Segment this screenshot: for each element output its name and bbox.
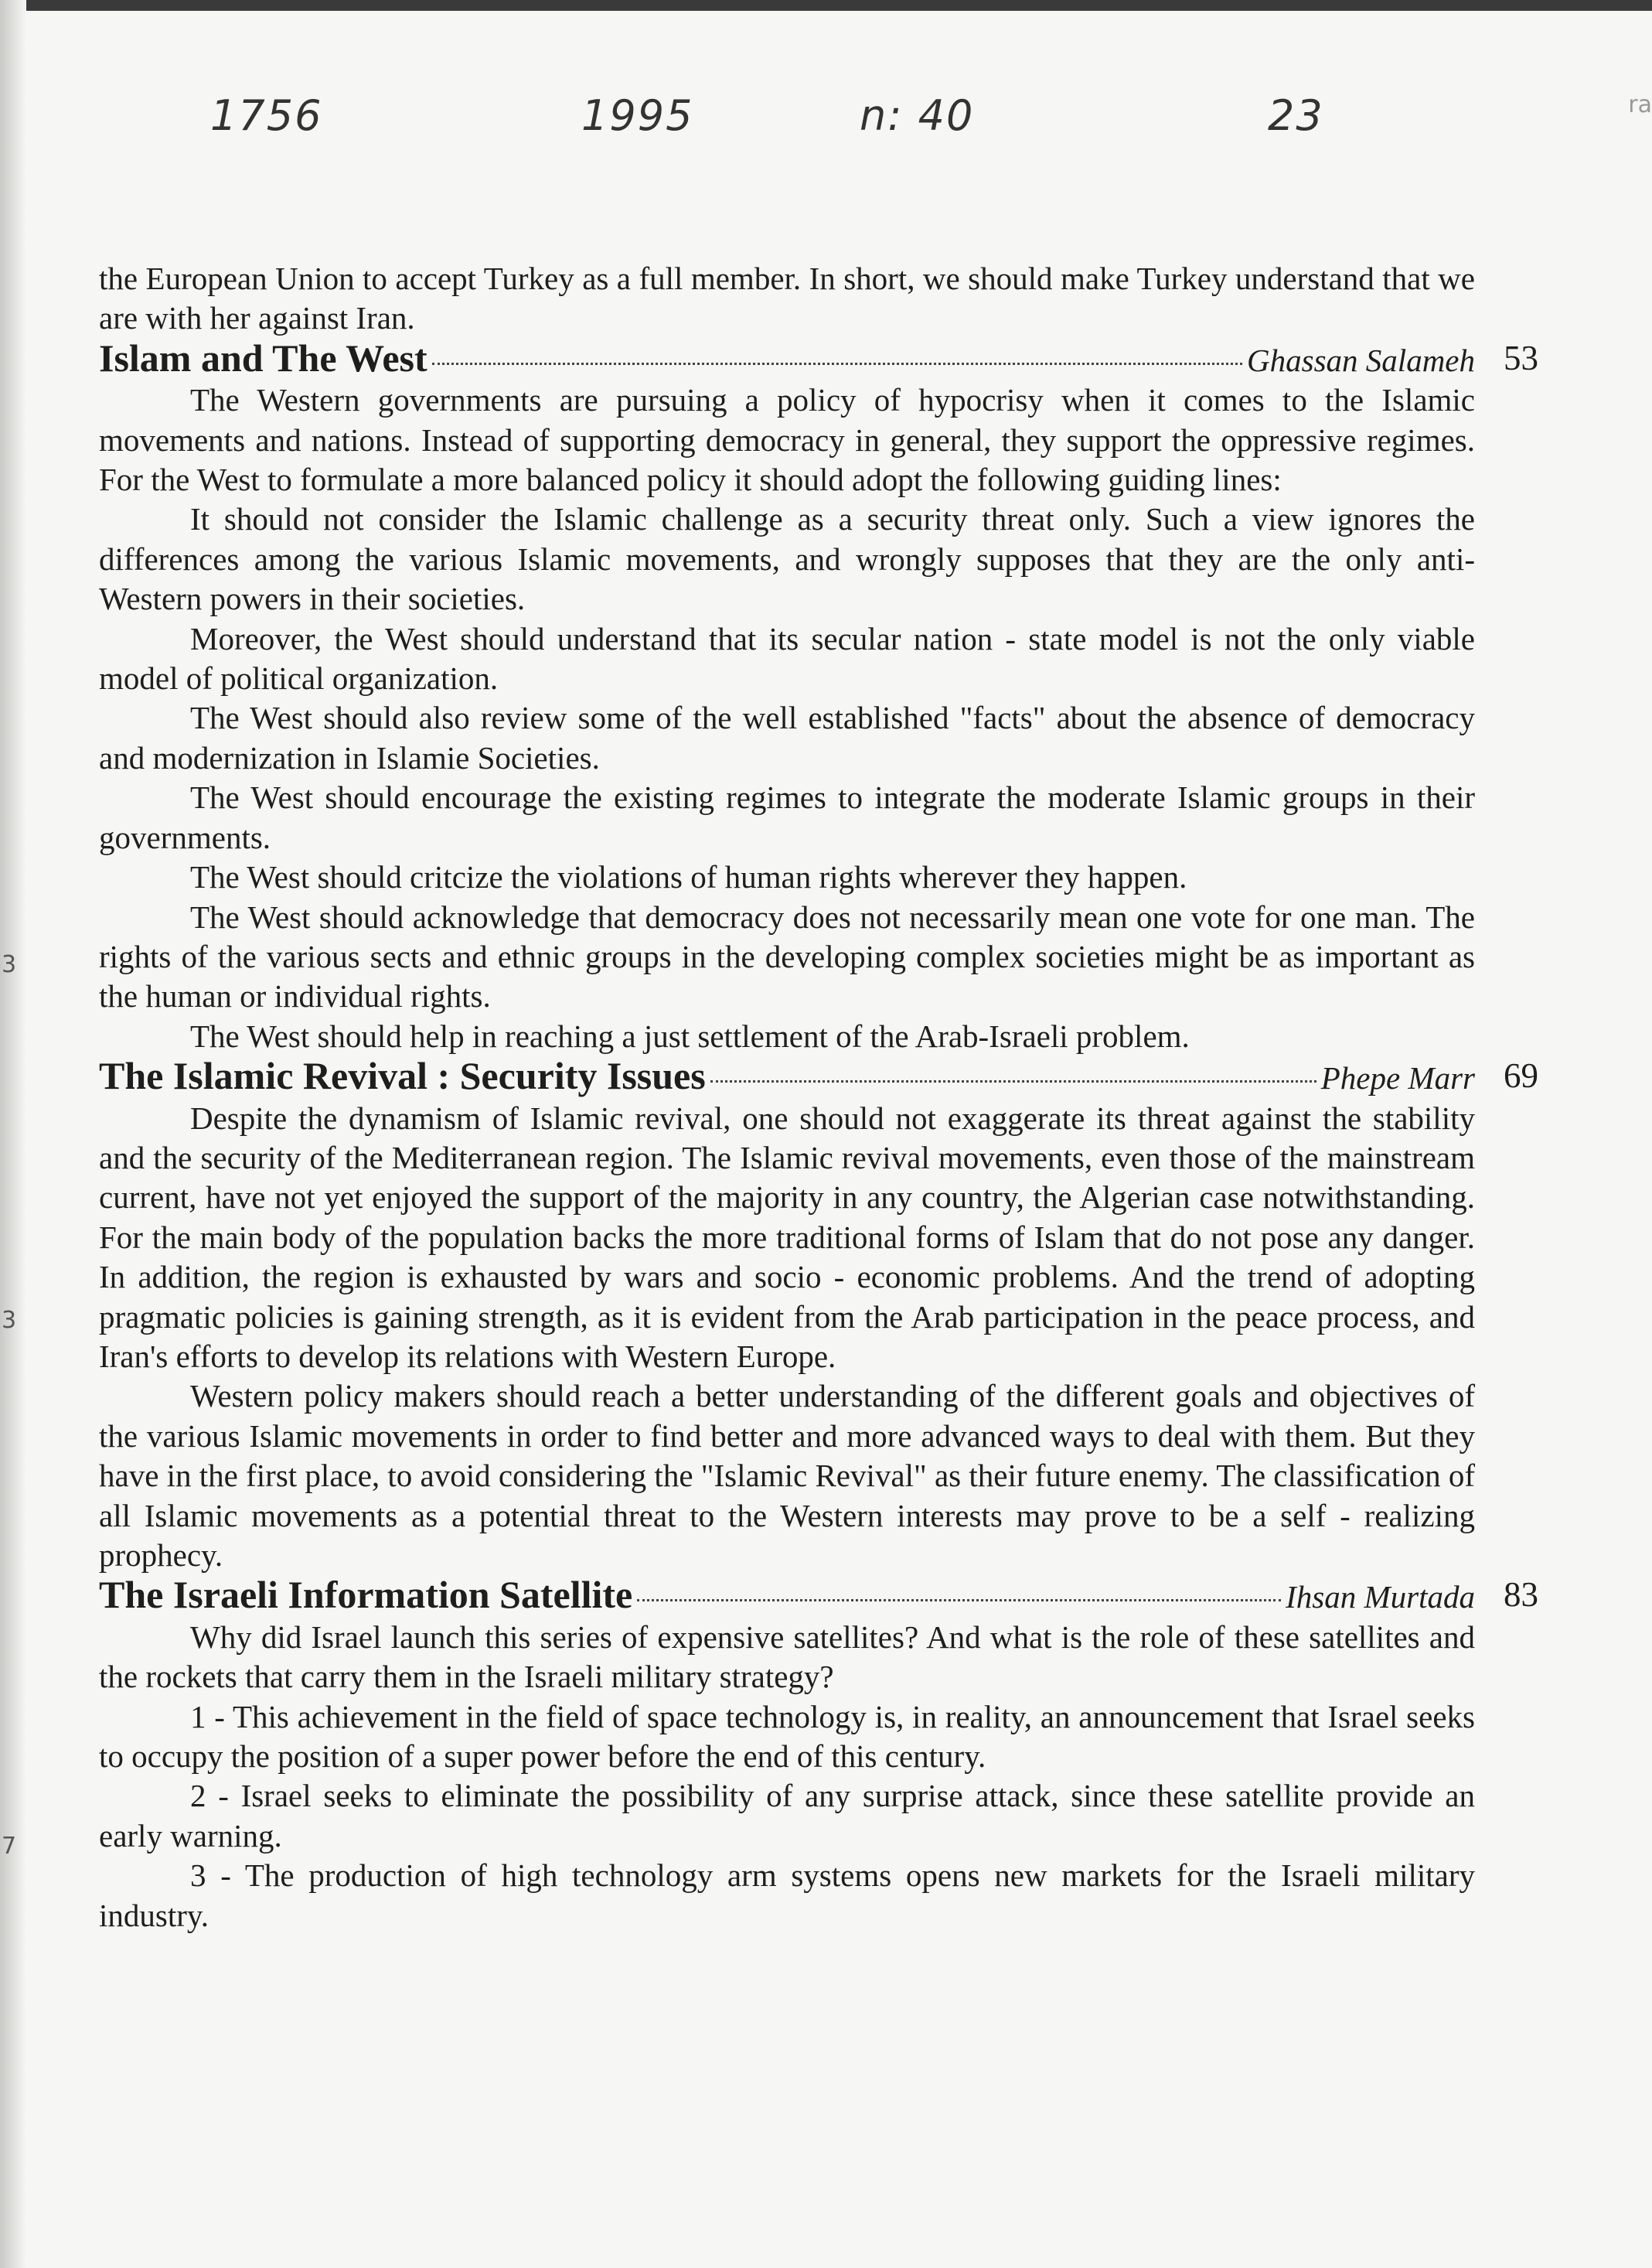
- corner-fragment-text: ra: [1628, 91, 1652, 118]
- page-content: [99, 259, 1538, 1935]
- paragraph: 1 - This achievement in the field of space technology is, in reality, an announcement that Israel seeks to occupy the position of a super power before the end of this century.: [99, 1698, 1475, 1775]
- margin-mark: 3: [2, 1307, 17, 1334]
- article-heading-israeli-satellite: [99, 1573, 1538, 1617]
- paragraph: Despite the dynamism of Islamic revival, one should not exaggerate its threat against the stability and the security of the Mediterranean region. The Islamic revival movements, even those of the mainstream current, have not yet enjoyed the support of the majority in any country, the Algerian case notwithstanding. For the main body of the population backs the more traditional forms of Islam that do not pose any danger. In addition, the region is exhausted by wars and socio - economic problems. And the trend of adopting pragmatic policies is gaining strength, as it is evident from the Arab participation in the peace process, and Iran's efforts to develop its relations with Western Europe.: [99, 1100, 1475, 1374]
- article-title: The Islamic Revival : Security Issues: [99, 1054, 706, 1098]
- article-author: Ghassan Salameh: [1247, 342, 1475, 378]
- paragraph: The West should help in reaching a just settlement of the Arab-Israeli problem.: [190, 1018, 1190, 1054]
- paragraph: Moreover, the West should understand that its secular nation - state model is not the only viable model of political organization.: [99, 620, 1475, 697]
- handwritten-number-1: 1756: [210, 91, 323, 140]
- paragraph: Why did Israel launch this series of expensive satellites? And what is the role of these satellites and the rockets that carry them in the Israeli military strategy?: [99, 1618, 1475, 1695]
- article-heading-islam-and-the-west: [99, 336, 1538, 380]
- article-author: Phepe Marr: [1320, 1060, 1475, 1096]
- paragraph: The West should critcize the violations of human rights wherever they happen.: [190, 859, 1187, 895]
- dot-leader: [637, 1599, 1281, 1601]
- handwritten-year: 1995: [581, 91, 694, 140]
- article-page-number: 83: [1504, 1575, 1538, 1615]
- paragraph: Western policy makers should reach a better understanding of the different goals and objectives of the various Islamic movements in order to find better and more advanced ways to deal with them. But they have in the first place, to avoid considering the "Islamic Revival" as their future enemy. The classification of all Islamic movements as a potential threat to the Western interests may prove to be a self - realizing prophecy.: [99, 1378, 1475, 1573]
- article-title: Islam and The West: [99, 336, 427, 380]
- handwritten-page-number: 23: [1268, 91, 1324, 140]
- paragraph: 3 - The production of high technology arm systems opens new markets for the Israeli military industry.: [99, 1857, 1475, 1933]
- paragraph: The West should encourage the existing regimes to integrate the moderate Islamic groups in their governments.: [99, 779, 1475, 855]
- paragraph: The Western governments are pursuing a policy of hypocrisy when it comes to the Islamic movements and nations. Instead of supporting democracy in general, they support the oppressive regimes. For the West to formulate a more balanced policy it should adopt the following guiding lines:: [99, 382, 1475, 498]
- article-author: Ihsan Murtada: [1286, 1579, 1475, 1615]
- paragraph: 2 - Israel seeks to eliminate the possibility of any surprise attack, since these satellite provide an early warning.: [99, 1778, 1475, 1854]
- article-heading-islamic-revival: [99, 1054, 1538, 1098]
- margin-mark: 3: [2, 951, 17, 978]
- dot-leader: [432, 363, 1242, 365]
- paragraph: The West should also review some of the well established "facts" about the absence of democracy and modernization in Islamie Societies.: [99, 700, 1475, 776]
- article-page-number: 69: [1504, 1056, 1538, 1096]
- dot-leader: [710, 1080, 1316, 1083]
- article-title: The Israeli Information Satellite: [99, 1573, 633, 1617]
- margin-mark: 7: [2, 1833, 17, 1860]
- paragraph: The West should acknowledge that democracy does not necessarily mean one vote for one man. The rights of the various sects and ethnic groups in the developing complex societies might be as important as the human or individual rights.: [99, 899, 1475, 1015]
- intro-paragraph: the European Union to accept Turkey as a full member. In short, we should make Turkey understand that we are with her against Iran.: [99, 261, 1475, 336]
- paragraph: It should not consider the Islamic challenge as a security threat only. Such a view ignores the differences among the various Islamic movements, and wrongly supposes that they are the only anti- Western powers in their societies.: [99, 501, 1475, 617]
- scan-top-border: [0, 0, 1652, 11]
- page-binding-shadow: [0, 0, 26, 2268]
- article-page-number: 53: [1504, 338, 1538, 377]
- handwritten-issue-number: n: 40: [860, 91, 975, 140]
